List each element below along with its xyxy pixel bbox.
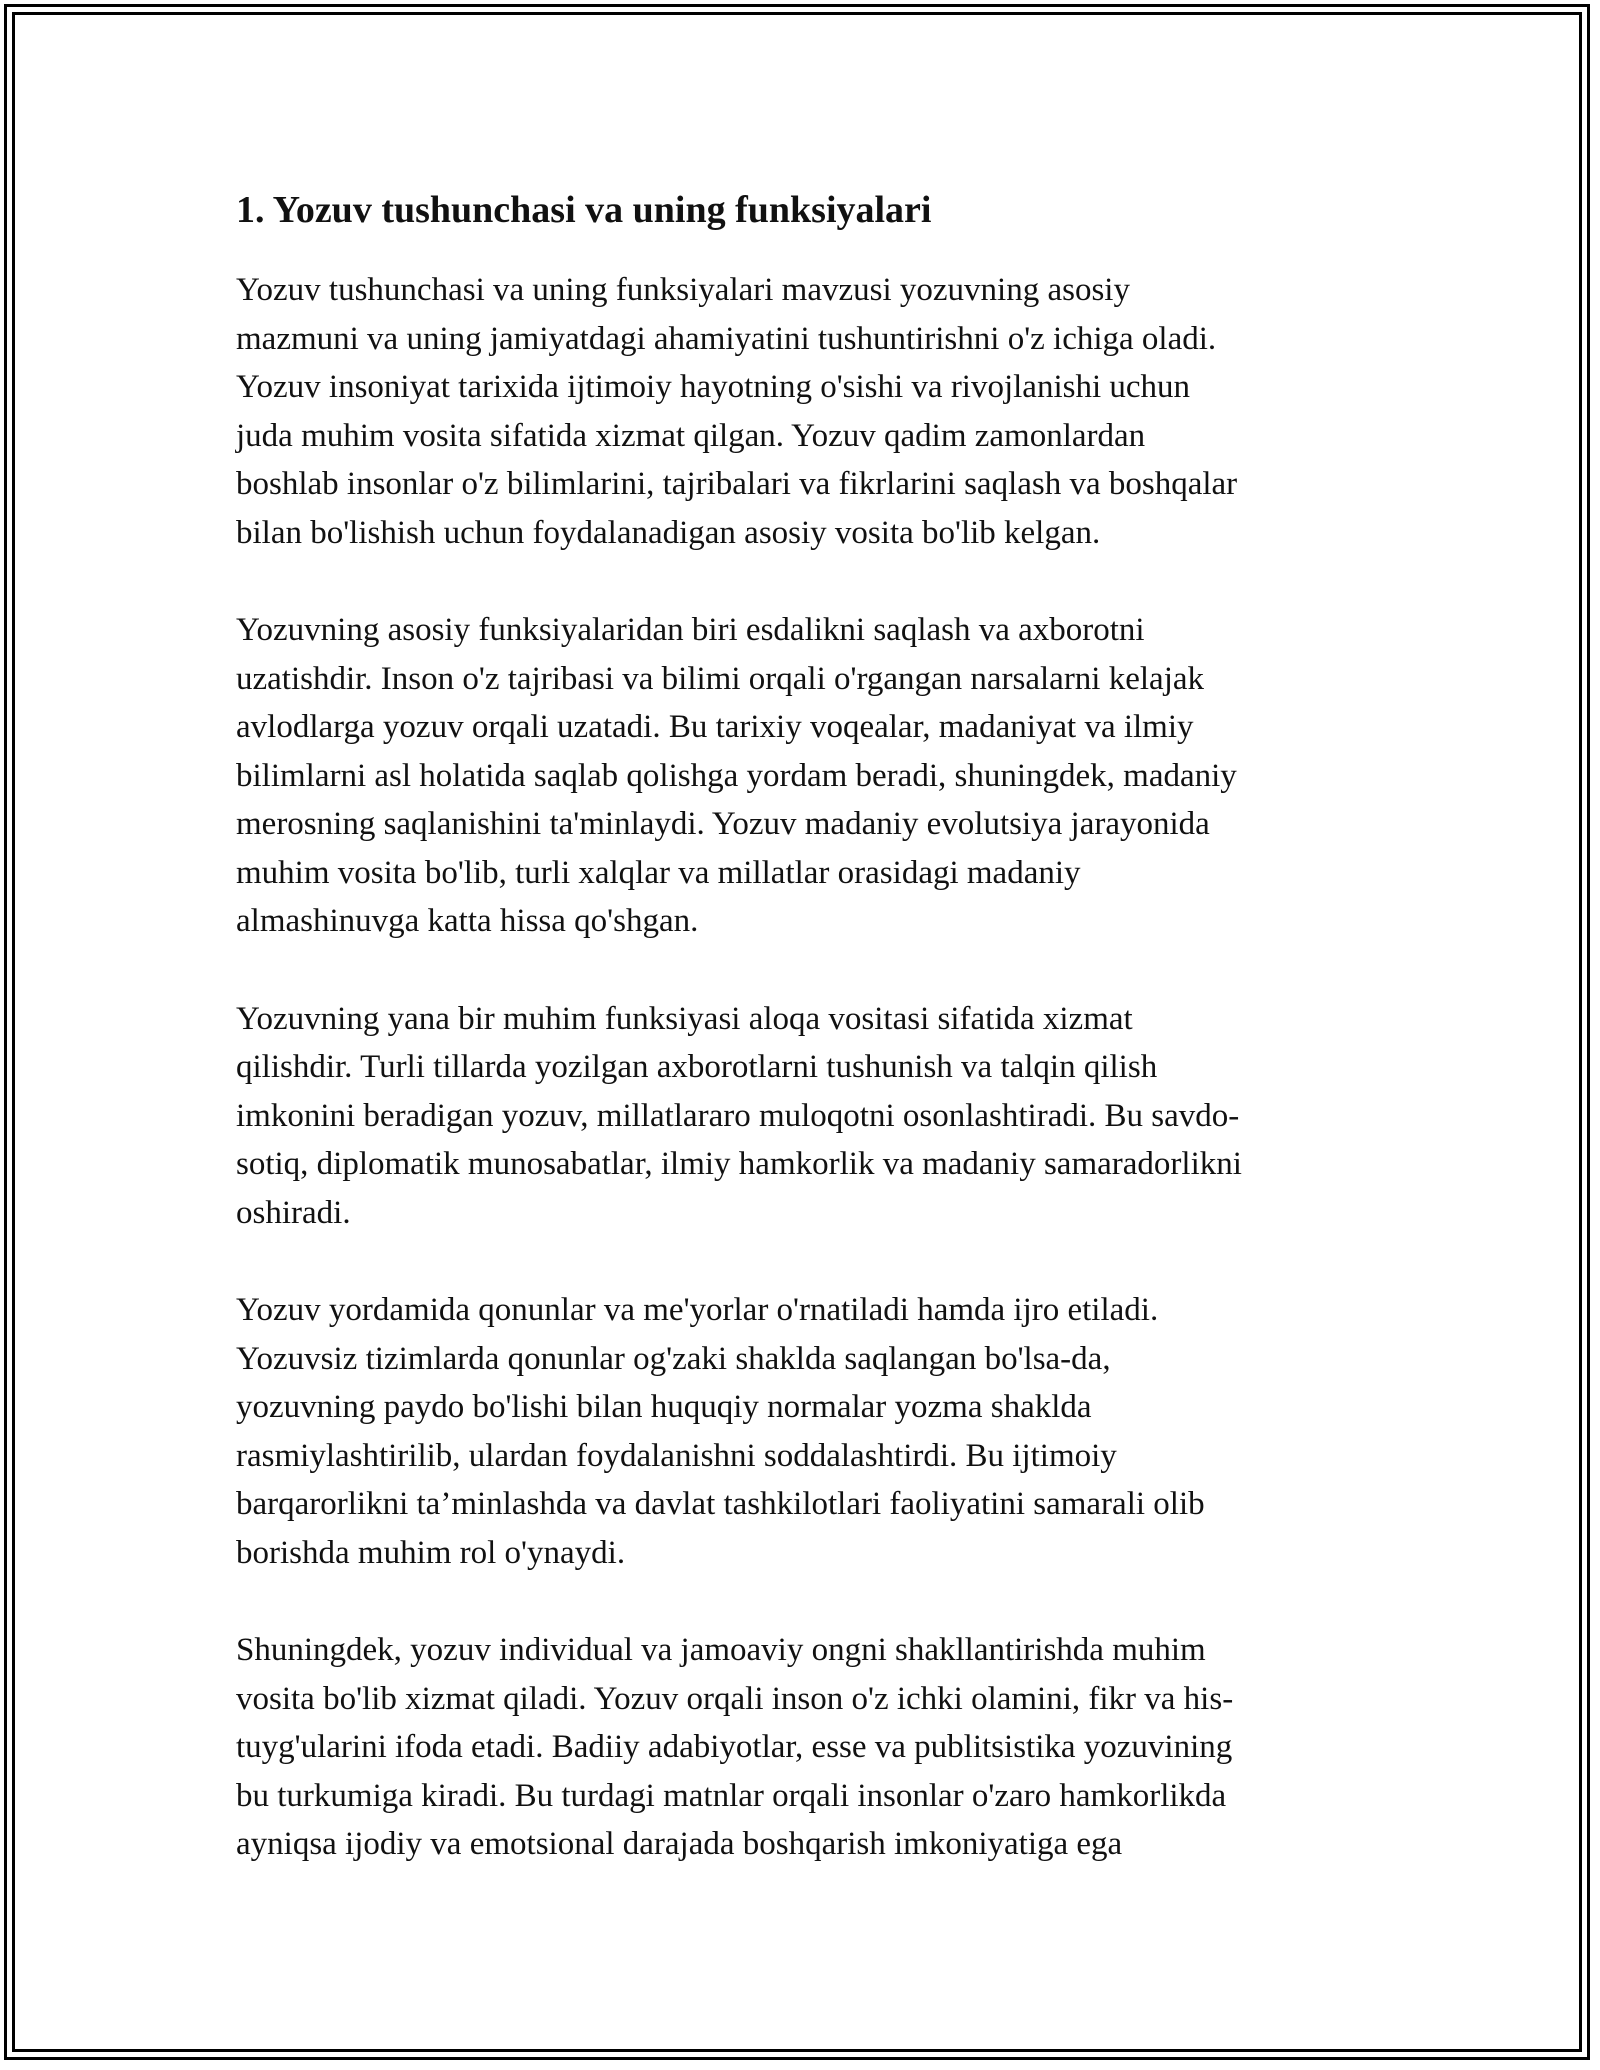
text-line: bilan bo'lishish uchun foydalanadigan asosiy vosita bo'lib kelgan. xyxy=(236,514,1101,551)
text-line: qilishdir. Turli tillarda yozilgan axborotlarni tushunish va talqin qilish xyxy=(236,1049,1158,1085)
text-line: oshiradi. xyxy=(236,1194,351,1231)
text-line: uzatishdir. Inson o'z tajribasi va bilimi orqali o'rgangan narsalarni kelajak xyxy=(236,660,1205,697)
text-line: rasmiylashtirilib, ulardan foydalanishni soddalashtirdi. Bu ijtimoiy xyxy=(236,1437,1117,1474)
text-line: tuyg'ularini ifoda etadi. Badiiy adabiyotlar, esse va publitsistika yozuvining xyxy=(236,1729,1233,1765)
paragraph-2 xyxy=(236,606,1356,946)
text-line: Yozuv tushunchasi va uning funksiyalari mavzusi yozuvning asosiy xyxy=(236,272,1130,308)
text-line: boshlab insonlar o'z bilimlarini, tajribalari va fikrlarini saqlash va boshqalar xyxy=(236,466,1238,502)
text-line: Yozuv yordamida qonunlar va me'yorlar o'rnatiladi hamda ijro etiladi. xyxy=(236,1292,1159,1328)
text-line: mazmuni va uning jamiyatdagi ahamiyatini tushuntirishni o'z ichiga oladi. xyxy=(236,320,1217,357)
text-line: bilimlarni asl holatida saqlab qolishga yordam beradi, shuningdek, madaniy xyxy=(236,757,1237,794)
text-line: merosning saqlanishini ta'minlaydi. Yozuv madaniy evolutsiya jarayonida xyxy=(236,806,1210,842)
text-line: Yozuv insoniyat tarixida ijtimoiy hayotning o'sishi va rivojlanishi uchun xyxy=(236,369,1191,405)
text-line: barqarorlikni ta’minlashda va davlat tashkilotlari faoliyatini samarali olib xyxy=(236,1486,1205,1522)
text-line: borishda muhim rol o'ynaydi. xyxy=(236,1534,626,1571)
paragraph-4 xyxy=(236,1286,1356,1577)
text-line: imkonini beradigan yozuv, millatlararo muloqotni osonlashtiradi. Bu savdo- xyxy=(236,1097,1240,1134)
text-line: juda muhim vosita sifatida xizmat qilgan. Yozuv qadim zamonlardan xyxy=(236,417,1146,454)
paragraph-5 xyxy=(236,1626,1356,1869)
paragraph-1 xyxy=(236,266,1356,557)
text-line: almashinuvga katta hissa qo'shgan. xyxy=(236,903,699,939)
text-line: Yozuvning yana bir muhim funksiyasi aloqa vositasi sifatida xizmat xyxy=(236,1000,1133,1037)
text-line: ayniqsa ijodiy va emotsional darajada boshqarish imkoniyatiga ega xyxy=(236,1826,1123,1862)
text-line: Shuningdek, yozuv individual va jamoaviy ongni shakllantirishda muhim xyxy=(236,1632,1206,1668)
paragraph-3 xyxy=(236,995,1356,1238)
text-line: yozuvning paydo bo'lishi bilan huquqiy normalar yozma shaklda xyxy=(236,1389,1092,1425)
text-line: bu turkumiga kiradi. Bu turdagi matnlar orqali insonlar o'zaro hamkorlikda xyxy=(236,1777,1227,1814)
text-line: Yozuvning asosiy funksiyalaridan biri esdalikni saqlash va axborotni xyxy=(236,612,1145,648)
text-line: vosita bo'lib xizmat qiladi. Yozuv orqali inson o'z ichki olamini, fikr va his- xyxy=(236,1680,1234,1717)
document-body xyxy=(236,186,1356,1918)
text-line: sotiq, diplomatik munosabatlar, ilmiy hamkorlik va madaniy samaradorlikni xyxy=(236,1146,1242,1182)
text-line: Yozuvsiz tizimlarda qonunlar og'zaki shaklda saqlangan bo'lsa-da, xyxy=(236,1340,1111,1377)
text-line: avlodlarga yozuv orqali uzatadi. Bu tarixiy voqealar, madaniyat va ilmiy xyxy=(236,709,1194,745)
text-line: muhim vosita bo'lib, turli xalqlar va millatlar orasidagi madaniy xyxy=(236,854,1081,891)
section-heading: 1. Yozuv tushunchasi va uning funksiyalari xyxy=(236,189,932,231)
